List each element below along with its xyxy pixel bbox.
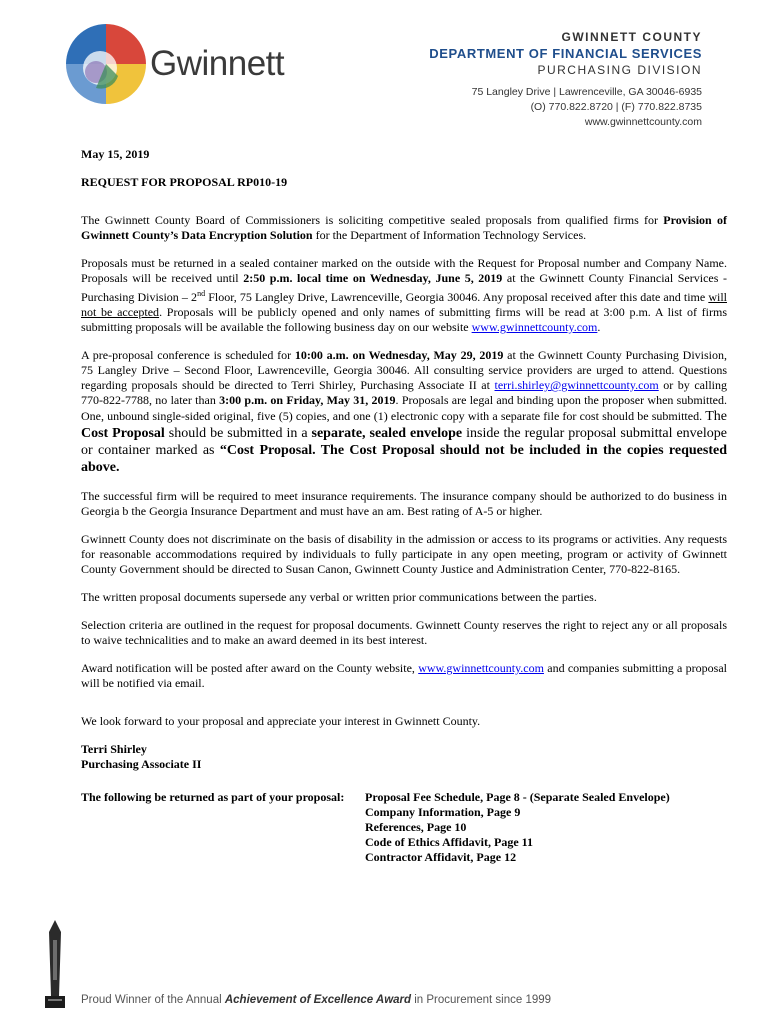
returned-items (81, 790, 727, 865)
paragraph-conference: A pre-proposal conference is scheduled for 10:00 a.m. on Wednesday, May 29, 2019 at the Gwinnett County Purchasing Division, 75 Langley Drive – Second Floor, Lawrenceville, Georgia 30046. All consulting service providers are urged to attend. Questions regarding proposals should be directed to Terri Shirley, Purchasing Associate II at terri.shirley@gwinnettcounty.com or by calling 770-822-7788, no later than 3:00 p.m. on Friday, May 31, 2019. Proposals are legal and binding upon the proposer when submitted. One, unbound single-sided original, five (5) copies, and one (1) electronic copy with a separate file for cost should be submitted. The Cost Proposal should be submitted in a separate, sealed envelope inside the regular proposal submittal envelope or container marked as “Cost Proposal. The Cost Proposal should not be included in the copies requested above. (81, 348, 728, 475)
email-link[interactable]: terri.shirley@gwinnettcounty.com (494, 378, 659, 392)
paragraph-deadline: Proposals must be returned in a sealed container marked on the outside with the Request for Proposal number and Company Name. Proposals will be received until 2:50 p.m. local time on Wednesday, June 5, 2019 at the Gwinnett County Financial Services - Purchasing Division – 2nd Floor, 75 Langley Drive, Lawrenceville, Georgia 30046. Any proposal received after this date and time will not be accepted. Proposals will be publicly opened and only names of submitting firms will be read at 3:00 p.m. A list of firms submitting proposals will be available the following business day on our website www.gwinnettcounty.com. (81, 256, 728, 334)
paragraph-award: Award notification will be posted after award on the County website, www.gwinnettcounty.com and companies submitting a proposal will be notified via email. (81, 661, 727, 690)
returned-item: Proposal Fee Schedule, Page 8 - (Separate Sealed Envelope) (365, 790, 670, 804)
letter-body (81, 147, 727, 865)
website-link[interactable]: www.gwinnettcounty.com (471, 320, 598, 334)
letter-subject: REQUEST FOR PROPOSAL RP010-19 (81, 175, 288, 189)
returned-item: Company Information, Page 9 (365, 805, 521, 819)
address-line: 75 Langley Drive | Lawrenceville, GA 30046-6935 (471, 86, 702, 98)
returned-label: The following be returned as part of your proposal: (81, 790, 345, 804)
contact-block (429, 85, 702, 130)
logo-wordmark: Gwinnett (150, 44, 285, 83)
phone-line: (O) 770.822.8720 | (F) 770.822.8735 (530, 101, 702, 113)
returned-item: Code of Ethics Affidavit, Page 11 (365, 835, 533, 849)
signer-name: Terri Shirley (81, 742, 147, 756)
letter-date: May 15, 2019 (81, 147, 150, 161)
division-name: PURCHASING DIVISION (537, 63, 702, 77)
returned-item: References, Page 10 (365, 820, 467, 834)
paragraph-selection: Selection criteria are outlined in the request for proposal documents. Gwinnett County reserves the right to reject any or all proposals to waive technicalities and to make an award deemed in its best interest. (81, 618, 727, 647)
paragraph-supersede: The written proposal documents supersede any verbal or written prior communications between the parties. (81, 590, 597, 604)
footer-award-text: Proud Winner of the Annual Achievement of Excellence Award in Procurement since 1999 (81, 994, 552, 1006)
award-trophy-icon (40, 918, 70, 1010)
paragraph-solicitation: The Gwinnett County Board of Commissioners is soliciting competitive sealed proposals from qualified firms for Provision of Gwinnett County’s Data Encryption Solution for the Department of Information Technology Services. (81, 213, 727, 242)
closing-line: We look forward to your proposal and appreciate your interest in Gwinnett County. (81, 714, 481, 728)
returned-item: Contractor Affidavit, Page 12 (365, 850, 517, 864)
website-link-2[interactable]: www.gwinnettcounty.com (418, 661, 544, 675)
website-line: www.gwinnettcounty.com (584, 116, 702, 128)
department-name: DEPARTMENT OF FINANCIAL SERVICES (429, 46, 702, 61)
paragraph-insurance: The successful firm will be required to meet insurance requirements. The insurance company should be authorized to do business in Georgia b the Georgia Insurance Department and must have an am. Best rating of A-5 or higher. (81, 489, 727, 518)
department-header (429, 30, 702, 130)
signer-title: Purchasing Associate II (81, 757, 202, 771)
county-name: GWINNETT COUNTY (561, 30, 702, 44)
signature-block (81, 742, 727, 772)
paragraph-nondiscrimination: Gwinnett County does not discriminate on the basis of disability in the admission or access to its programs or activities. Any requests for reasonable accommodations required by individuals to fully participate in any open meeting, program or activity of Gwinnett County Government should be directed to Susan Canon, Gwinnett County Justice and Administration Center, 770-822-8165. (81, 532, 727, 576)
